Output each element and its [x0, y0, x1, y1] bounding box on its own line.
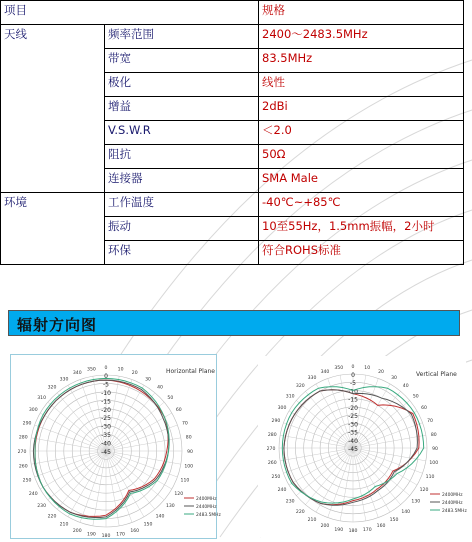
- angle-tick-label: 300: [28, 408, 38, 413]
- angle-tick-label: 130: [165, 503, 175, 509]
- angle-tick-label: 210: [307, 518, 317, 524]
- angle-tick-label: 260: [18, 464, 28, 470]
- param-cell: 带宽: [105, 49, 259, 73]
- angle-tick-label: 310: [37, 396, 47, 402]
- angle-tick-label: 60: [421, 406, 427, 411]
- angle-tick-label: 110: [425, 475, 435, 481]
- legend-label: 2483.5MHz: [442, 509, 467, 514]
- category-cell: 环境: [1, 193, 105, 265]
- angle-tick-label: 210: [59, 522, 69, 528]
- angle-tick-label: 80: [185, 435, 192, 441]
- value-cell: 10至55Hz，1.5mm振幅，2小时: [259, 217, 464, 241]
- radial-tick-label: 0: [351, 372, 355, 379]
- angle-tick-label: 10: [117, 367, 124, 373]
- angle-tick-label: 250: [271, 475, 281, 481]
- angle-tick-label: 0: [104, 366, 108, 371]
- angle-tick-label: 170: [362, 527, 372, 533]
- angle-tick-label: 330: [307, 375, 317, 381]
- value-cell: ＜2.0: [259, 121, 464, 145]
- angle-tick-label: 50: [167, 396, 174, 402]
- radial-tick-label: -25: [348, 413, 358, 421]
- angle-tick-label: 50: [412, 394, 419, 400]
- chart-title: Vertical Plane: [416, 371, 457, 378]
- angle-tick-label: 300: [277, 406, 287, 411]
- radial-tick-label: -45: [348, 446, 358, 453]
- radial-tick-label: -45: [101, 449, 111, 456]
- angle-tick-label: 20: [131, 371, 138, 377]
- legend-label: 2400MHz: [442, 493, 463, 498]
- vertical-plane-svg: [258, 356, 466, 537]
- value-cell: 线性: [259, 73, 464, 97]
- angle-tick-label: 350: [334, 366, 344, 372]
- table-row: [1, 193, 464, 217]
- angle-tick-label: 60: [175, 408, 182, 413]
- angle-tick-label: 250: [22, 478, 32, 484]
- angle-tick-label: 40: [402, 384, 409, 390]
- angle-tick-label: 80: [430, 432, 437, 438]
- radial-tick-label: -35: [101, 432, 111, 440]
- radial-tick-label: -30: [348, 421, 358, 429]
- value-cell: 2dBi: [259, 97, 464, 121]
- angle-tick-label: 270: [266, 447, 276, 452]
- angle-tick-label: 280: [267, 432, 277, 438]
- angle-tick-label: 340: [72, 371, 82, 377]
- angle-tick-label: 30: [391, 375, 397, 381]
- param-cell: V.S.W.R: [105, 121, 259, 145]
- angle-tick-label: 10: [364, 366, 371, 372]
- angle-tick-label: 140: [155, 514, 165, 520]
- angle-tick-label: 40: [157, 385, 163, 391]
- angle-tick-label: 240: [277, 488, 287, 493]
- table-header-row: [1, 1, 464, 25]
- angle-tick-label: 150: [143, 522, 153, 528]
- radial-tick-label: -40: [101, 440, 111, 448]
- param-cell: 频率范围: [105, 25, 259, 49]
- angle-tick-label: 120: [174, 492, 184, 497]
- angle-tick-label: 290: [271, 418, 281, 424]
- vertical-plane-plot: [258, 356, 466, 537]
- radial-tick-label: -15: [348, 396, 358, 404]
- horizontal-plane-plot: [10, 354, 221, 539]
- angle-tick-label: 230: [285, 499, 295, 505]
- header-item: 项目: [1, 1, 259, 25]
- radial-tick-label: -10: [101, 389, 111, 397]
- section-title-bar: [8, 310, 460, 336]
- section-title: 辐射方向图: [17, 316, 98, 334]
- angle-tick-label: 100: [184, 464, 194, 470]
- angle-tick-label: 70: [427, 418, 433, 424]
- chart-title: Horizontal Plane: [166, 368, 215, 375]
- spec-table: [0, 0, 464, 265]
- angle-tick-label: 220: [47, 514, 57, 520]
- angle-tick-label: 130: [411, 499, 421, 505]
- legend-label: 2440MHz: [442, 501, 463, 506]
- value-cell: -40℃~+85℃: [259, 193, 464, 217]
- angle-tick-label: 160: [130, 528, 140, 534]
- angle-tick-label: 20: [378, 369, 384, 375]
- value-cell: 2400～2483.5MHz: [259, 25, 464, 49]
- angle-tick-label: 200: [72, 528, 82, 534]
- angle-tick-label: 90: [187, 450, 193, 455]
- horizontal-plane-svg: [11, 355, 221, 539]
- value-cell: 符合ROHS标准: [259, 241, 464, 265]
- angle-tick-label: 240: [28, 492, 38, 497]
- radial-tick-label: -20: [101, 406, 111, 414]
- radial-tick-label: -35: [348, 429, 358, 437]
- angle-tick-label: 110: [180, 478, 190, 484]
- angle-tick-label: 320: [47, 385, 57, 391]
- radial-tick-label: 0: [104, 373, 108, 380]
- angle-tick-label: 190: [334, 527, 344, 533]
- radial-tick-label: -25: [101, 415, 111, 423]
- param-cell: 振动: [105, 217, 259, 241]
- param-cell: 工作温度: [105, 193, 259, 217]
- angle-tick-label: 120: [419, 488, 429, 493]
- radial-tick-label: -5: [350, 380, 356, 388]
- value-cell: SMA Male: [259, 169, 464, 193]
- legend-label: 2483.5MHz: [196, 513, 221, 518]
- param-cell: 连接器: [105, 169, 259, 193]
- angle-tick-label: 330: [59, 377, 69, 383]
- category-cell: 天线: [1, 25, 105, 193]
- angle-tick-label: 290: [22, 421, 32, 427]
- angle-tick-label: 90: [432, 447, 438, 452]
- angle-tick-label: 30: [145, 377, 151, 383]
- param-cell: 阻抗: [105, 145, 259, 169]
- angle-tick-label: 350: [87, 367, 96, 373]
- legend-label: 2400MHz: [196, 497, 217, 502]
- angle-tick-label: 320: [295, 384, 305, 390]
- angle-tick-label: 70: [182, 421, 188, 427]
- angle-tick-label: 180: [101, 534, 111, 539]
- param-cell: 增益: [105, 97, 259, 121]
- radial-tick-label: -40: [348, 437, 358, 445]
- angle-tick-label: 0: [351, 365, 355, 370]
- angle-tick-label: 220: [295, 509, 305, 515]
- angle-tick-label: 180: [348, 529, 358, 534]
- angle-tick-label: 190: [87, 532, 96, 538]
- header-spec: 规格: [259, 1, 464, 25]
- angle-tick-label: 200: [320, 524, 330, 530]
- legend-label: 2440MHz: [196, 505, 217, 510]
- radial-tick-label: -20: [348, 404, 358, 412]
- radial-tick-label: -30: [101, 423, 111, 431]
- value-cell: 50Ω: [259, 145, 464, 169]
- param-cell: 环保: [105, 241, 259, 265]
- angle-tick-label: 270: [17, 450, 27, 455]
- angle-tick-label: 170: [116, 532, 125, 538]
- table-row: [1, 25, 464, 49]
- angle-tick-label: 280: [18, 435, 28, 441]
- radial-tick-label: -5: [103, 381, 109, 389]
- angle-tick-label: 230: [37, 503, 47, 509]
- angle-tick-label: 260: [267, 461, 277, 467]
- value-cell: 83.5MHz: [259, 49, 464, 73]
- angle-tick-label: 150: [389, 518, 399, 524]
- angle-tick-label: 100: [429, 461, 439, 467]
- radial-tick-label: -10: [348, 388, 358, 396]
- angle-tick-label: 160: [376, 524, 386, 530]
- angle-tick-label: 310: [285, 394, 295, 400]
- angle-tick-label: 140: [401, 509, 411, 515]
- param-cell: 极化: [105, 73, 259, 97]
- radial-tick-label: -15: [101, 398, 111, 406]
- angle-tick-label: 340: [320, 369, 330, 375]
